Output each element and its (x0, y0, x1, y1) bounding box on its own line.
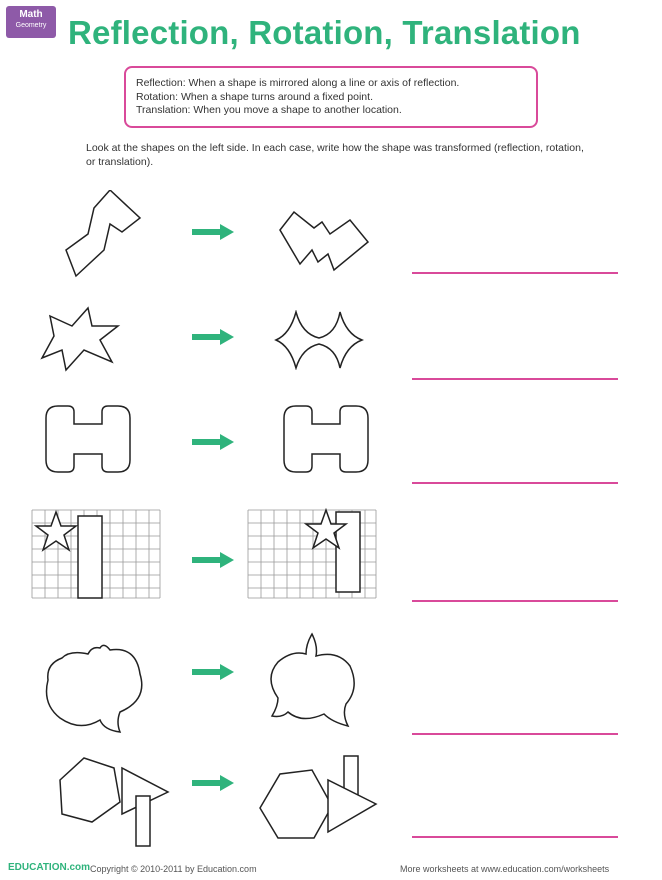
page-title: Reflection, Rotation, Translation (68, 14, 581, 51)
arrow-right-icon (190, 550, 236, 570)
answer-line[interactable] (412, 600, 618, 602)
transformed-star-shape (274, 310, 364, 370)
arrow-right-icon (190, 327, 236, 347)
answer-line[interactable] (412, 272, 618, 274)
subject-label: Math (19, 9, 43, 20)
transformed-zigzag-shape (272, 200, 372, 280)
definitions-box (124, 66, 538, 128)
original-star-shape (40, 304, 125, 374)
footer-copyright: Copyright © 2010-2011 by Education.com (90, 864, 257, 874)
original-bone-shape (44, 404, 134, 474)
transformed-bone-shape (282, 404, 372, 474)
definition-rotation: Rotation: When a shape turns around a fixed point. (136, 90, 373, 103)
original-zigzag-shape (60, 190, 160, 280)
arrow-right-icon (190, 662, 236, 682)
original-blob-shape (40, 640, 150, 740)
subject-badge (6, 6, 56, 38)
arrow-right-icon (190, 432, 236, 452)
arrow-right-icon (190, 222, 236, 242)
topic-label: Geometry (15, 22, 47, 29)
instructions: Look at the shapes on the left side. In each case, write how the shape was transformed (reflection, rotation, or translation). (86, 142, 584, 168)
transformed-pentagon-figure (258, 754, 378, 858)
answer-line[interactable] (412, 482, 618, 484)
definition-reflection: Reflection: When a shape is mirrored along a line or axis of reflection. (136, 77, 460, 89)
transformed-blob-shape (262, 632, 362, 728)
arrow-right-icon (190, 773, 236, 793)
original-grid-figure (30, 508, 162, 600)
transformed-grid-figure (246, 508, 378, 600)
definition-translation: Translation: When you move a shape to another location. (136, 104, 402, 116)
answer-line[interactable] (412, 378, 618, 380)
answer-line[interactable] (412, 836, 618, 838)
footer-more-worksheets[interactable]: More worksheets at www.education.com/worksheets (400, 864, 610, 874)
original-pentagon-figure (52, 750, 172, 850)
footer-logo: EDUCATION.com (8, 862, 91, 873)
answer-line[interactable] (412, 733, 618, 735)
